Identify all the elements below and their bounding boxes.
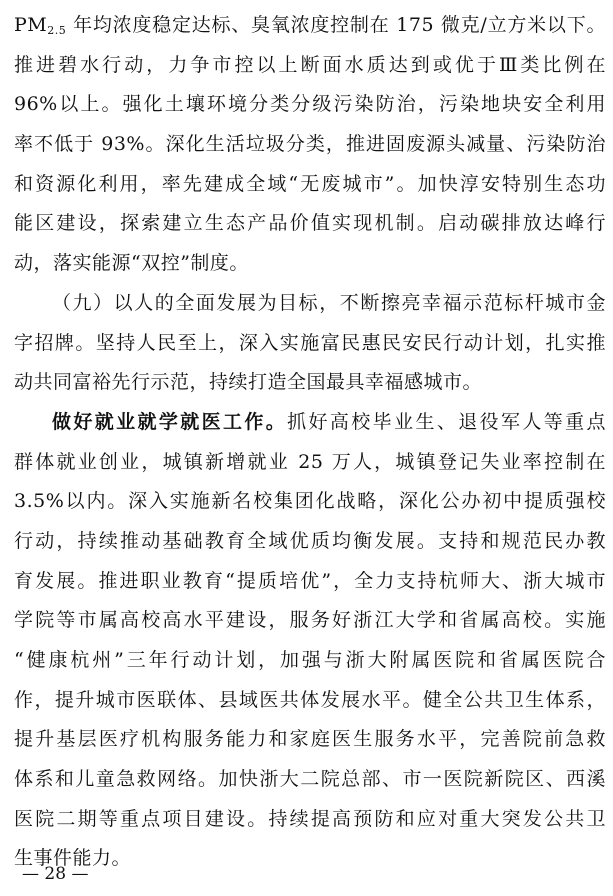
text-line: 学院等市属高校高水平建设，服务好浙江大学和省属高校。实施 [14,609,606,632]
text-line: 和资源化利用，率先建成全域“无废城市”。加快淳安特别生态功 [14,172,606,195]
text-span: 年均浓度稳定达标、臭氧浓度控制在 175 微克/立方米以下。 [66,14,606,36]
section-heading-line: （九）以人的全面发展为目标，不断擦亮幸福示范标杆城市金 [52,291,606,314]
text-line: 能区建设，探索建立生态产品价值实现机制。启动碳排放达峰行 [14,212,606,235]
page-number: — 28 — [22,864,89,884]
text-line: 育发展。推进职业教育“提质培优”，全力支持杭师大、浙大城市 [14,569,606,592]
text-line: 3.5%以内。深入实施新名校集团化战略，深化公办初中提质强校 [14,490,606,513]
text-line: 动，落实能源“双控”制度。 [14,252,249,275]
text-line: 动共同富裕先行示范，持续打造全国最具幸福感城市。 [14,371,483,394]
text-line: 医院二期等重点项目建设。持续提高预防和应对重大突发公共卫 [14,807,606,830]
text-line: 体系和儿童急救网络。加快浙大二院总部、市一医院新院区、西溪 [14,768,606,791]
pm-subscript: 2.5 [47,24,67,37]
text-line: 提升基层医疗机构服务能力和家庭医生服务水平，完善院前急救 [14,728,606,751]
text-line: 字招牌。坚持人民至上，深入实施富民惠民安民行动计划，扎实推 [14,331,606,354]
text-line: 行动，持续推动基础教育全域优质均衡发展。支持和规范民办教 [14,529,606,552]
text-line: 生事件能力。 [14,847,132,870]
pm-label: PM [14,14,48,36]
text-line: “健康杭州”三年行动计划，加强与浙大附属医院和省属医院合 [14,649,606,671]
text-line [14,6,606,46]
text-line: 群体就业创业，城镇新增就业 25 万人，城镇登记失业率控制在 [14,450,606,473]
text-span: 抓好高校毕业生、退役军人等重点 [287,410,606,433]
text-line: 率不低于 93%。深化生活垃圾分类，推进固废源头减量、污染防治 [14,133,606,156]
paragraph-employment-education-health [14,403,606,879]
paragraph-ecology [14,6,606,284]
paragraph-section-nine [14,284,606,403]
text-line: 96%以上。强化土壤环境分类分级污染防治，污染地块安全利用 [14,93,606,116]
document-page [14,6,606,879]
text-line [14,403,606,443]
bold-lead-heading: 做好就业就学就医工作。 [52,410,288,433]
text-line: 作，提升城市医联体、县域医共体发展水平。健全公共卫生体系， [14,688,606,711]
text-line: 推进碧水行动，力争市控以上断面水质达到或优于Ⅲ类比例在 [14,53,606,76]
